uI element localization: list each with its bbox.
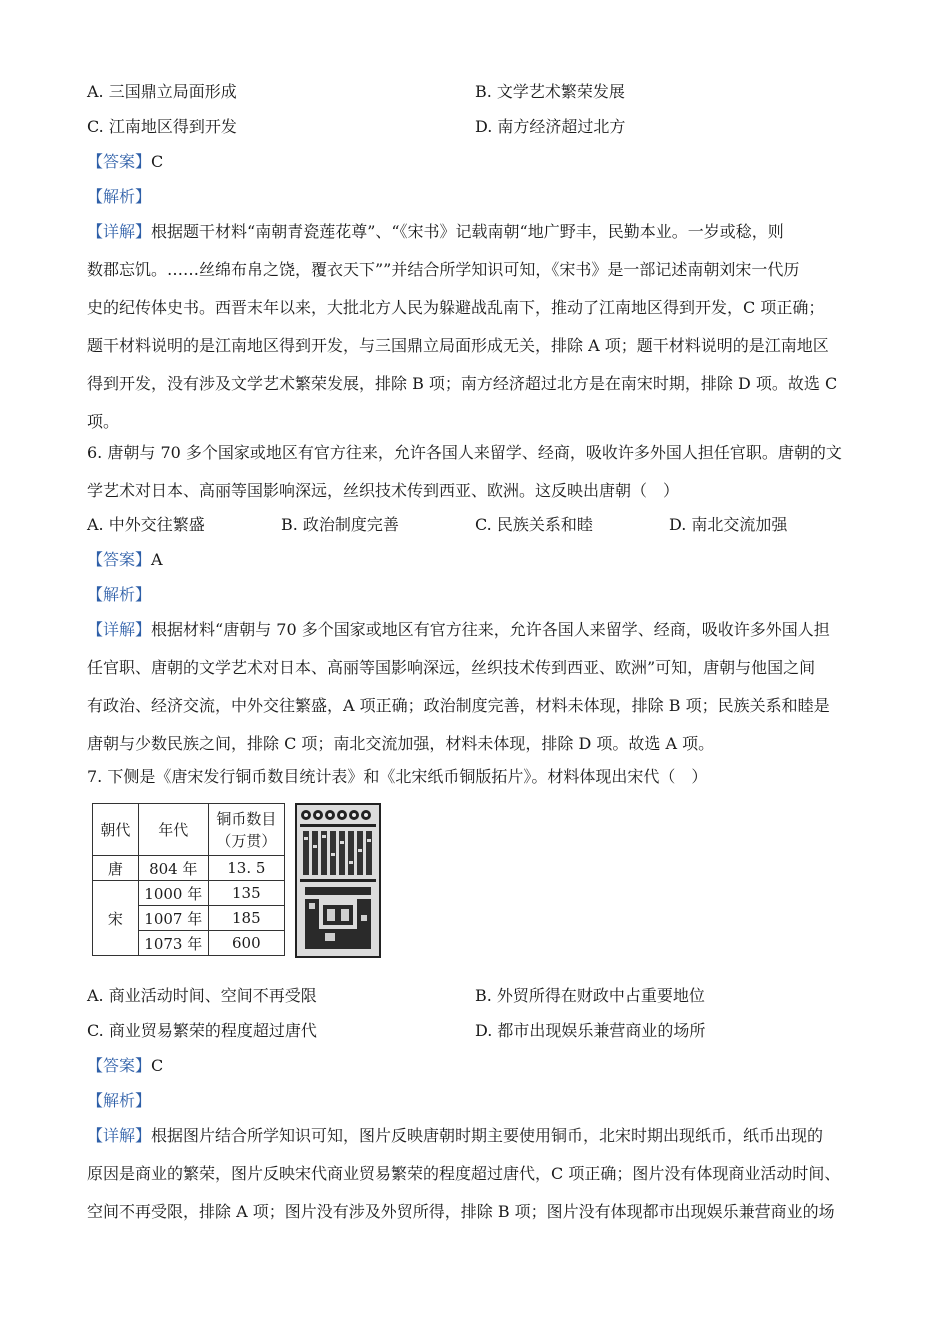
table-header-year: 年代	[138, 804, 208, 856]
table-header-dynasty: 朝代	[93, 804, 139, 856]
table-cell-count: 13. 5	[208, 856, 284, 881]
q5-option-a: A. 三国鼎立局面形成	[87, 82, 237, 101]
q6-answer-line	[87, 550, 163, 570]
detail-line: 题干材料说明的是江南地区得到开发，与三国鼎立局面形成无关，排除 A 项；题干材料说明的是江南地区	[87, 336, 829, 355]
stem-line: 学艺术对日本、高丽等国影响深远，丝织技术传到西亚、欧洲。这反映出唐朝（ ）	[87, 481, 680, 500]
answer-value: C	[151, 1056, 164, 1075]
answer-label: 【答案】	[87, 152, 152, 171]
q5-detail	[87, 213, 863, 441]
stem-line: 6. 唐朝与 70 多个国家或地区有官方往来，允许各国人来留学、经商，吸收许多外国人担任官职。唐朝的文	[87, 443, 842, 462]
q7-option-b: B. 外贸所得在财政中占重要地位	[475, 986, 705, 1005]
banknote-plate-illustration	[297, 805, 379, 956]
answer-value: C	[151, 152, 164, 171]
q7-detail	[87, 1117, 863, 1231]
detail-line: 数郡忘饥。……丝绵布帛之饶，覆衣天下””并结合所学知识可知，《宋书》是一部记述南朝刘宋一代历	[87, 260, 800, 279]
q7-option-d: D. 都市出现娱乐兼营商业的场所	[475, 1021, 706, 1040]
detail-line: 史的纪传体史书。西晋末年以来，大批北方人民为躲避战乱南下，推动了江南地区得到开发，C 项正确；	[87, 298, 825, 317]
answer-label: 【答案】	[87, 1056, 152, 1075]
detail-line: 【详解】根据题干材料“南朝青瓷莲花尊”、“《宋书》记载南朝“地广野丰，民勤本业。一岁或稔，则	[87, 222, 784, 241]
detail-line: 有政治、经济交流，中外交往繁盛，A 项正确；政治制度完善，材料未体现，排除 B 项；民族关系和睦是	[87, 696, 830, 715]
q5-option-c: C. 江南地区得到开发	[87, 117, 237, 136]
detail-line: 任官职、唐朝的文学艺术对日本、高丽等国影响深远，丝织技术传到西亚、欧洲”可知，唐朝与他国之间	[87, 658, 816, 677]
table-cell-count: 600	[208, 931, 284, 956]
detail-label: 【详解】	[87, 620, 152, 639]
paper-money-rubbing-image	[295, 803, 381, 958]
q7-answer-line	[87, 1056, 163, 1076]
q5-option-b: B. 文学艺术繁荣发展	[475, 82, 625, 101]
detail-line: 空间不再受限，排除 A 项；图片没有涉及外贸所得，排除 B 项；图片没有体现都市出现娱乐兼营商业的场	[87, 1202, 835, 1221]
answer-value: A	[151, 550, 163, 569]
q7-analysis-label: 【解析】	[87, 1091, 152, 1110]
table-cell-year: 1007 年	[138, 906, 208, 931]
q6-option-a: A. 中外交往繁盛	[87, 515, 205, 534]
q5-answer-line	[87, 152, 163, 172]
detail-label: 【详解】	[87, 222, 152, 241]
detail-line: 项。	[87, 412, 120, 431]
coin-count-table	[92, 803, 285, 956]
q6-option-b: B. 政治制度完善	[281, 515, 399, 534]
table-cell-count: 135	[208, 881, 284, 906]
detail-line: 【详解】根据图片结合所学知识可知，图片反映唐朝时期主要使用铜币，北宋时期出现纸币，纸币出现的	[87, 1126, 824, 1145]
table-cell-year: 1000 年	[138, 881, 208, 906]
table-cell-dynasty: 唐	[93, 856, 139, 881]
q6-stem	[87, 434, 863, 510]
q6-detail	[87, 611, 863, 763]
detail-label: 【详解】	[87, 1126, 152, 1145]
q7-option-c: C. 商业贸易繁荣的程度超过唐代	[87, 1021, 317, 1040]
table-cell-year: 1073 年	[138, 931, 208, 956]
q6-analysis-label: 【解析】	[87, 585, 152, 604]
table-header-count: 铜币数目 （万贯）	[208, 804, 284, 856]
table-cell-year: 804 年	[138, 856, 208, 881]
detail-line: 【详解】根据材料“唐朝与 70 多个国家或地区有官方往来，允许各国人来留学、经商，吸收许多外国人担	[87, 620, 830, 639]
q7-option-a: A. 商业活动时间、空间不再受限	[87, 986, 317, 1005]
q5-analysis-label: 【解析】	[87, 187, 152, 206]
answer-label: 【答案】	[87, 550, 152, 569]
q7-stem: 7. 下侧是《唐宋发行铜币数目统计表》和《北宋纸币铜版拓片》。材料体现出宋代（ ）	[87, 767, 708, 786]
q5-option-d: D. 南方经济超过北方	[475, 117, 626, 136]
q6-option-c: C. 民族关系和睦	[475, 515, 593, 534]
table-cell-dynasty: 宋	[93, 881, 139, 956]
detail-line: 原因是商业的繁荣，图片反映宋代商业贸易繁荣的程度超过唐代，C 项正确；图片没有体现商业活动时间、	[87, 1164, 841, 1183]
detail-line: 唐朝与少数民族之间，排除 C 项；南北交流加强，材料未体现，排除 D 项。故选 A 项。	[87, 734, 715, 753]
detail-line: 得到开发，没有涉及文学艺术繁荣发展，排除 B 项；南方经济超过北方是在南宋时期，排除 D 项。故选 C	[87, 374, 838, 393]
q6-option-d: D. 南北交流加强	[669, 515, 788, 534]
table-cell-count: 185	[208, 906, 284, 931]
